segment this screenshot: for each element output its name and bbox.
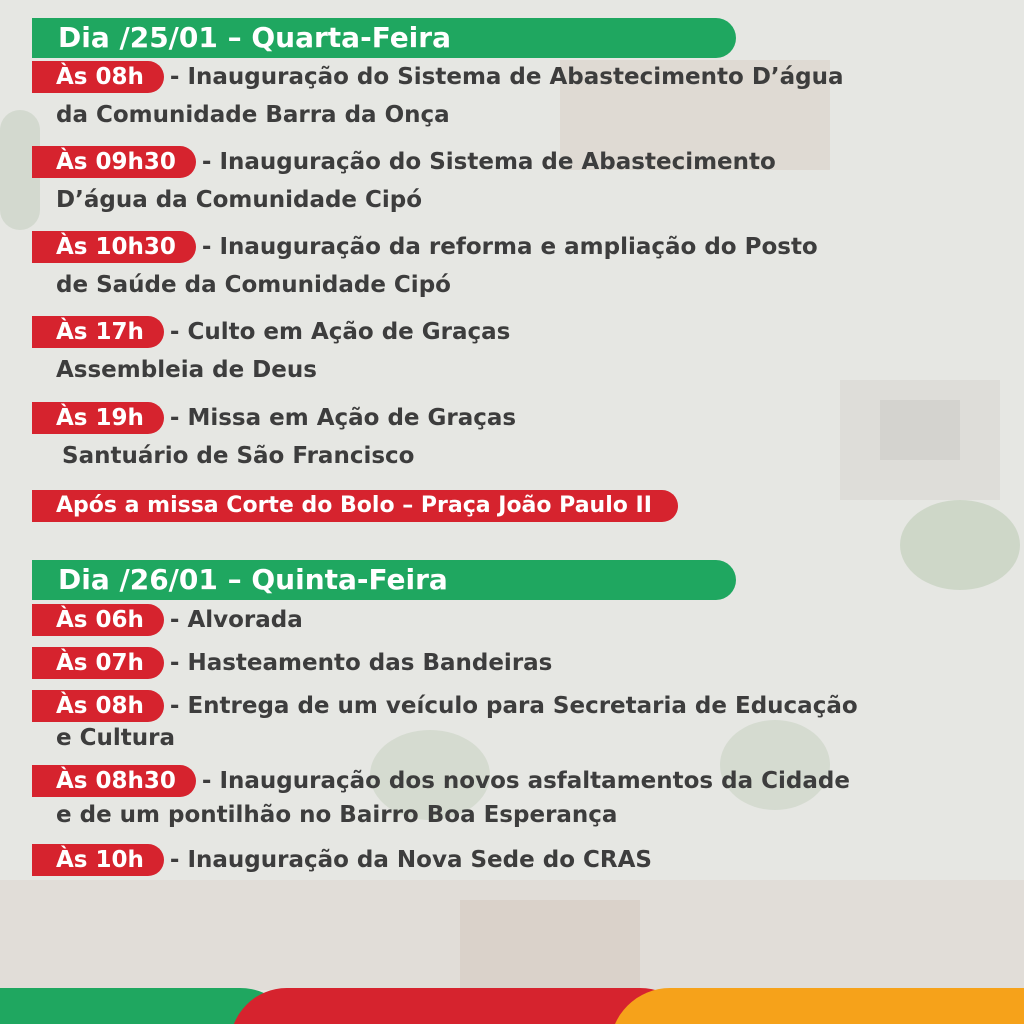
day-2-event-5 <box>32 841 992 879</box>
time-badge: Às 17h <box>32 316 164 348</box>
time-badge: Às 08h <box>32 690 164 722</box>
event-description-cont: da Comunidade Barra da Onça <box>56 102 450 128</box>
day-1-header: Dia /25/01 – Quarta-Feira <box>32 18 736 58</box>
day-1-event-2 <box>32 143 992 219</box>
time-badge: Às 19h <box>32 402 164 434</box>
event-description: - Alvorada <box>169 607 303 633</box>
event-description: - Missa em Ação de Graças <box>169 405 517 431</box>
event-description: - Culto em Ação de Graças <box>169 319 511 345</box>
day-1-event-5 <box>32 399 992 475</box>
event-description: - Inauguração da reforma e ampliação do Posto <box>201 234 818 260</box>
time-badge: Às 08h <box>32 61 164 93</box>
event-description: - Inauguração do Sistema de Abastecimento <box>201 149 776 175</box>
time-badge: Às 10h <box>32 844 164 876</box>
event-description: - Entrega de um veículo para Secretaria de Educação <box>169 693 858 719</box>
event-description-cont: Santuário de São Francisco <box>62 443 415 469</box>
event-description-cont: de Saúde da Comunidade Cipó <box>56 272 451 298</box>
cake-cutting-note: Após a missa Corte do Bolo – Praça João Paulo II <box>32 490 678 522</box>
time-badge: Às 07h <box>32 647 164 679</box>
event-description: - Inauguração da Nova Sede do CRAS <box>169 847 652 873</box>
time-badge: Às 09h30 <box>32 146 196 178</box>
day-1-event-1 <box>32 58 992 134</box>
event-description-cont: Assembleia de Deus <box>56 357 317 383</box>
time-badge: Às 06h <box>32 604 164 636</box>
footer-orange-band <box>610 988 1024 1024</box>
time-badge: Às 08h30 <box>32 765 196 797</box>
time-badge: Às 10h30 <box>32 231 196 263</box>
day-1-event-3 <box>32 228 992 304</box>
day-2-event-4 <box>32 762 992 834</box>
event-description-cont: D’água da Comunidade Cipó <box>56 187 423 213</box>
day-2-header: Dia /26/01 – Quinta-Feira <box>32 560 736 600</box>
event-description: - Hasteamento das Bandeiras <box>169 650 553 676</box>
day-2-event-3 <box>32 687 992 757</box>
event-description: - Inauguração do Sistema de Abastecimento D’água <box>169 64 844 90</box>
event-description-cont: e de um pontilhão no Bairro Boa Esperança <box>56 802 618 828</box>
day-2-event-1 <box>32 601 992 639</box>
event-description: - Inauguração dos novos asfaltamentos da Cidade <box>201 768 850 794</box>
event-description-cont: e Cultura <box>56 725 175 751</box>
day-2-event-2 <box>32 644 992 682</box>
day-1-event-4 <box>32 313 992 389</box>
footer-color-bands <box>0 988 1024 1024</box>
